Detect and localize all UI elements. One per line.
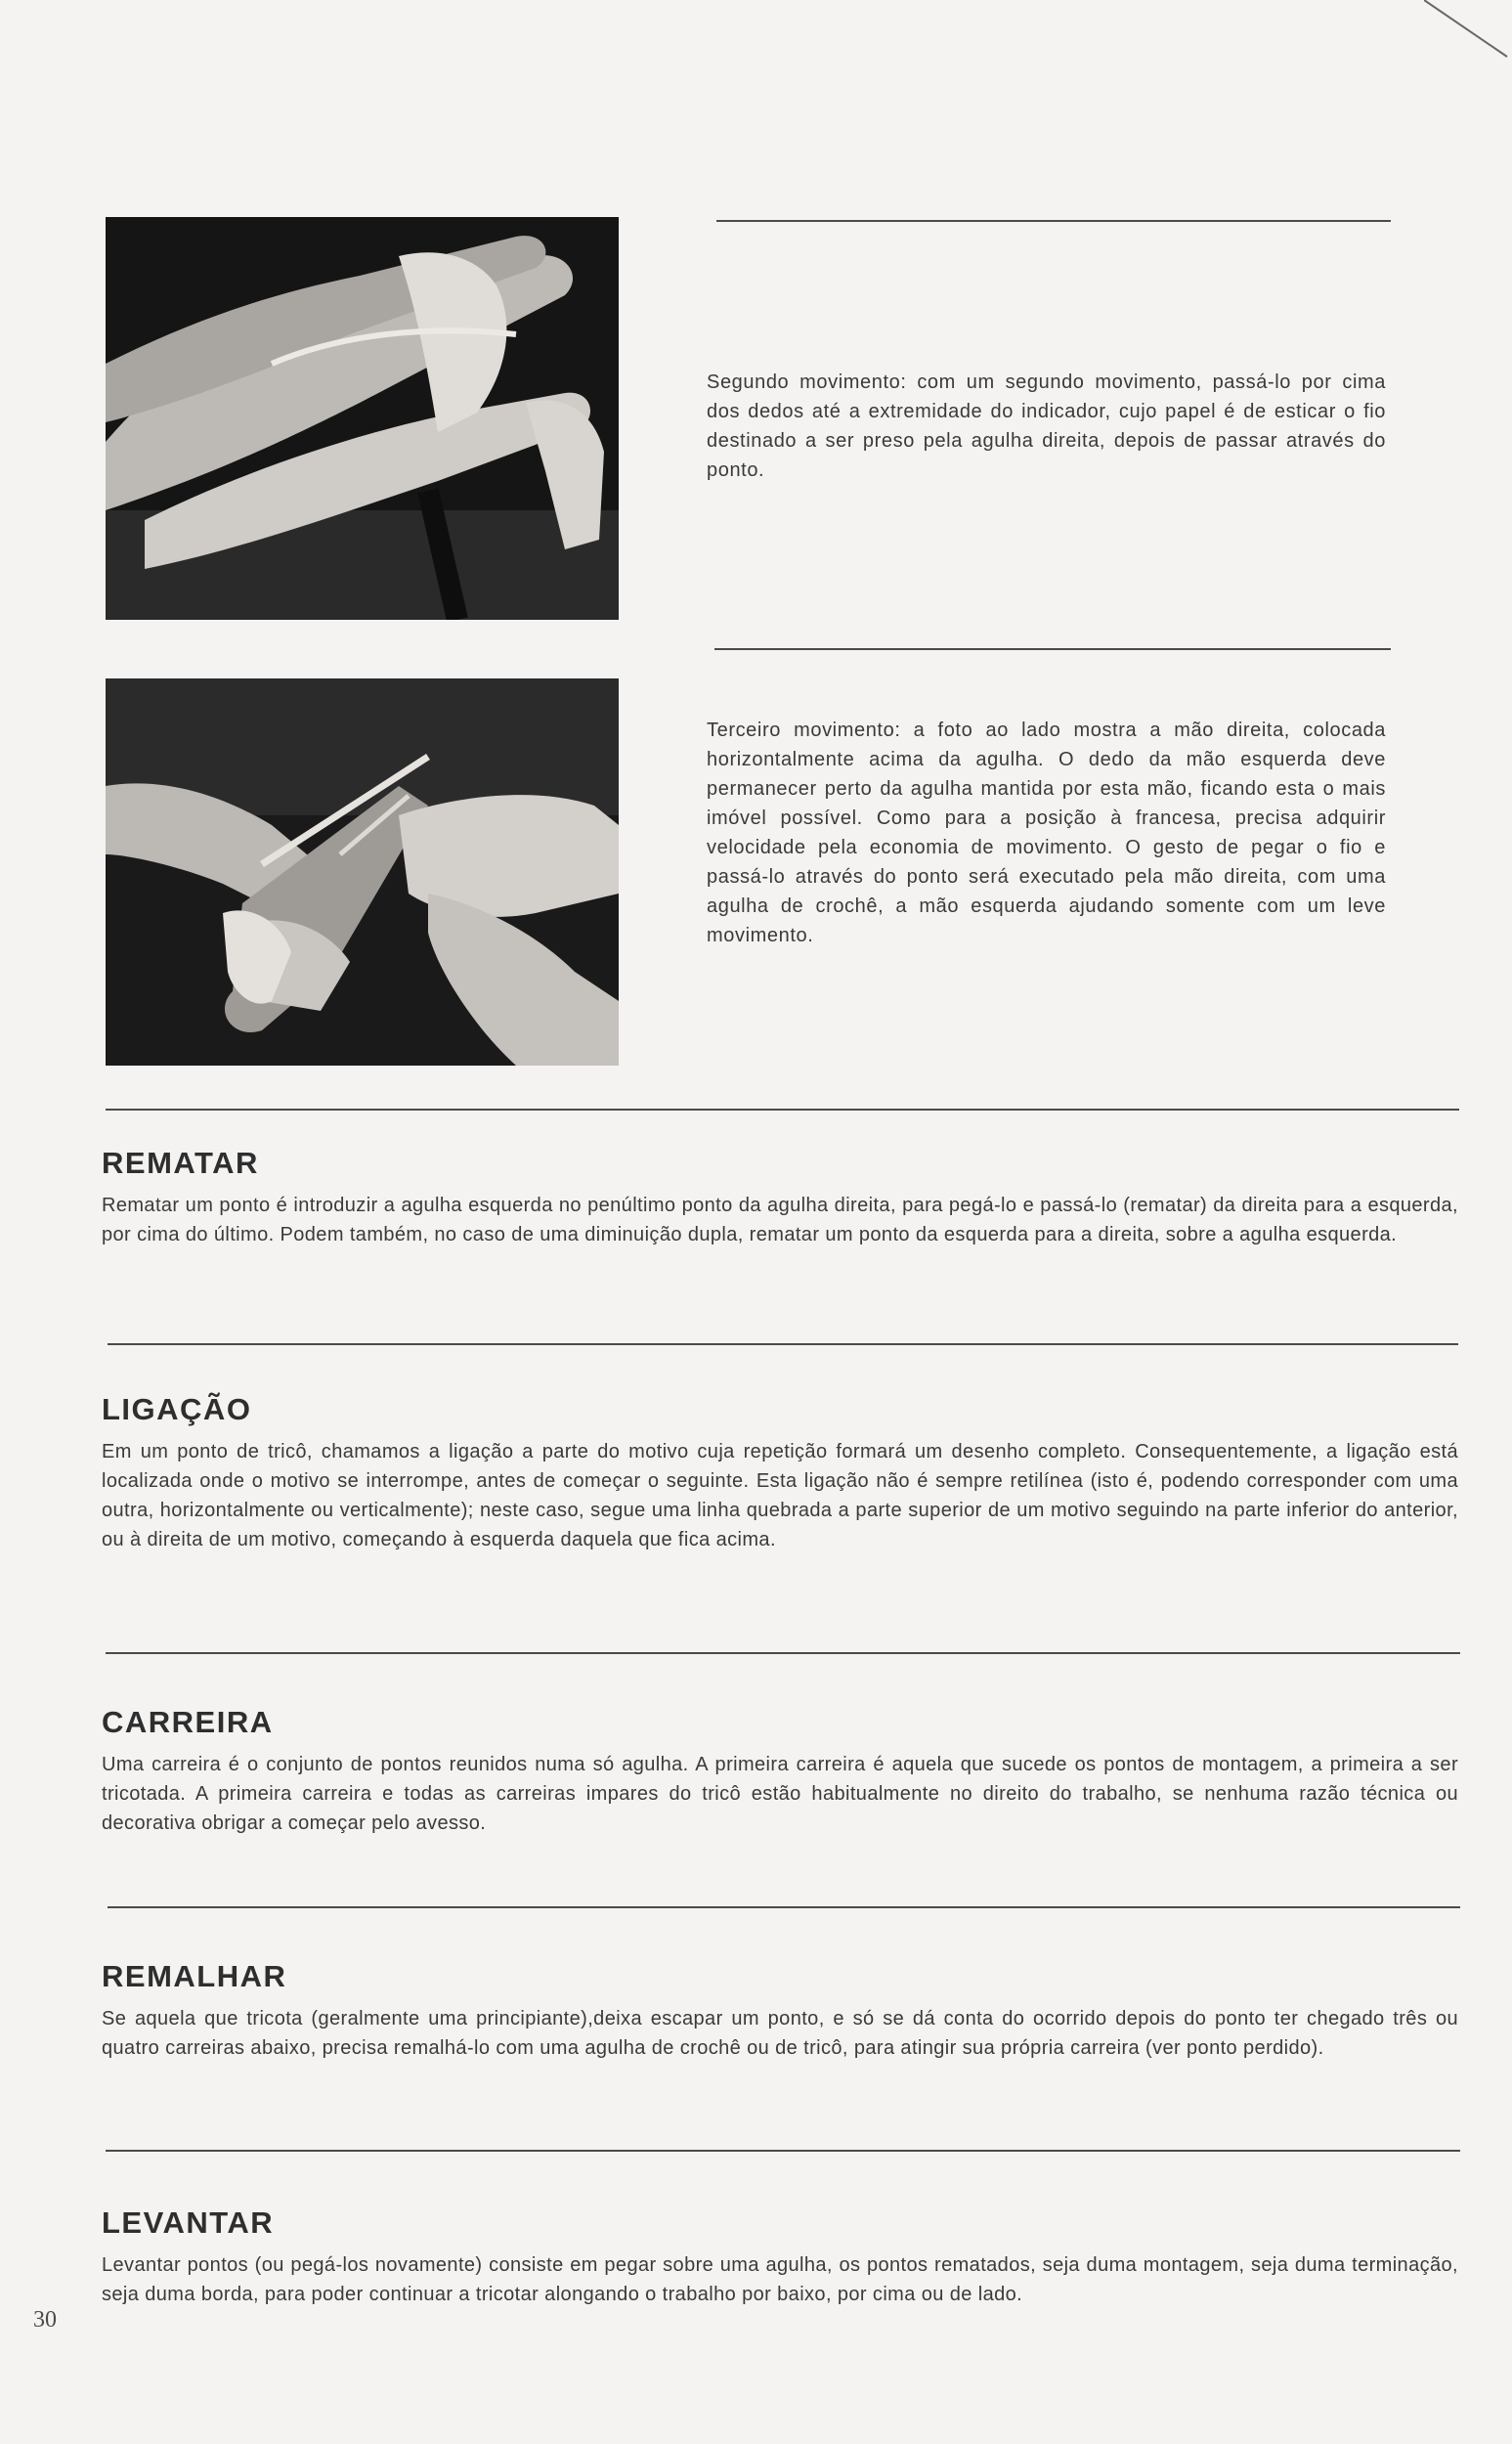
section-body: Rematar um ponto é introduzir a agulha esquerda no penúltimo ponto da agulha direita, para pegá-lo e passá-lo (rematar) da direita para a esquerda, por cima do último. Podem também, no caso de uma diminuição dupla, rematar um ponto da esquerda para a direita, sobre a agulha esquerda. [102, 1195, 1458, 1245]
section-ligacao [102, 1392, 1458, 1554]
section-heading: REMALHAR [102, 1959, 287, 1993]
caption-segundo-movimento: Segundo movimento: com um segundo movimento, passá-lo por cima dos dedos até a extremidade do indicador, cujo papel é de esticar o fio destinado a ser preso pela agulha direita, depois de passar através do ponto. [707, 371, 1386, 481]
section-heading: LIGAÇÃO [102, 1392, 252, 1426]
top-rule [716, 220, 1391, 222]
caption-divider [714, 648, 1391, 650]
photo-hands-knitting [106, 678, 619, 1066]
section-body: Levantar pontos (ou pegá-los novamente) consiste em pegar sobre uma agulha, os pontos rematados, seja duma montagem, seja duma terminação, seja duma borda, para poder continuar a tricotar alongando o trabalho por baixo, por cima ou de lado. [102, 2254, 1458, 2305]
section-carreira [102, 1705, 1458, 1838]
photo-fingers-yarn [106, 217, 619, 620]
section-heading: CARREIRA [102, 1705, 274, 1739]
section-body: Uma carreira é o conjunto de pontos reunidos numa só agulha. A primeira carreira é aquela que sucede os pontos de montagem, a primeira a ser tricotada. A primeira carreira e todas as carreiras impares do tricô estão habitualmente no direito do trabalho, se nenhuma razão técnica ou decorativa obrigar a começar pelo avesso. [102, 1754, 1458, 1834]
section-body: Em um ponto de tricô, chamamos a ligação a parte do motivo cuja repetição formará um desenho completo. Consequentemente, a ligação está localizada onde o motivo se interrompe, antes de começar o seguinte. Esta ligação não é sempre retilínea (isto é, podendo corresponder com uma outra, horizontalmente ou verticalmente); neste caso, segue uma linha quebrada a parte superior de um motivo seguindo na parte inferior do anterior, ou à direita de um motivo, começando à esquerda daquela que fica acima. [102, 1441, 1458, 1550]
section-heading: LEVANTAR [102, 2205, 275, 2240]
section-rematar [102, 1146, 1458, 1249]
section-rule [106, 1652, 1460, 1654]
section-heading: REMATAR [102, 1146, 259, 1180]
section-rule [108, 1906, 1460, 1908]
section-rule [106, 2150, 1460, 2152]
section-levantar [102, 2205, 1458, 2309]
section-rule [108, 1343, 1458, 1345]
section-rule [106, 1109, 1459, 1111]
corner-fold-line [1424, 0, 1512, 59]
caption-terceiro-movimento: Terceiro movimento: a foto ao lado mostra a mão direita, colocada horizontalmente acima da agulha. O dedo da mão esquerda deve permanecer perto da agulha mantida por esta mão, ficando esta o mais imóvel possível. Como para a posição à francesa, precisa adquirir velocidade pela economia de movimento. O gesto de pegar o fio e passá-lo através do ponto será executado pela mão direita, com uma agulha de crochê, a mão esquerda ajudando somente com um leve movimento. [707, 720, 1386, 946]
section-remalhar [102, 1959, 1458, 2063]
page-number: 30 [33, 2307, 57, 2333]
section-body: Se aquela que tricota (geralmente uma principiante),deixa escapar um ponto, e só se dá conta do ocorrido depois do ponto ter chegado três ou quatro carreiras abaixo, precisa remalhá-lo com uma agulha de crochê ou de tricô, para atingir sua própria carreira (ver ponto perdido). [102, 2008, 1458, 2059]
